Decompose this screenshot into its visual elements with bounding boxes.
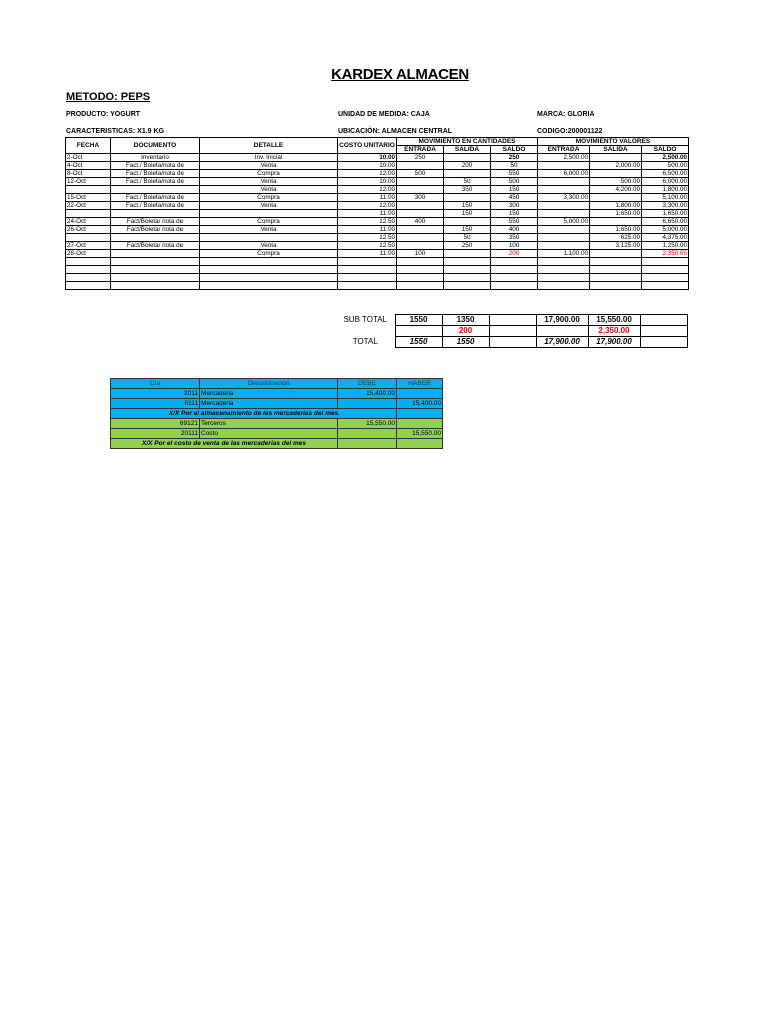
table-row [66,186,689,194]
kardex-table [65,137,689,290]
row-val-entrada: 3,300.00 [538,194,590,202]
row-cant-saldo: 200 [491,250,538,258]
row-val-saldo: 4,375.00 [642,234,689,242]
row-cant-saldo: 400 [491,226,538,234]
row-cant-saldo: 500 [491,178,538,186]
code-label: CODIGO:200001122 [537,128,603,135]
journal-note-empty [338,439,397,449]
table-row [66,194,689,202]
row-cant-entrada: 250 [397,154,444,162]
method-label: METODO: PEPS [66,91,151,103]
row-detalle: Venta [200,226,338,234]
saldo-empty-3 [536,326,588,337]
row-val-saldo: 6,650.00 [642,218,689,226]
row-detalle: Venta [200,242,338,250]
row-cant-salida: 150 [444,226,491,234]
row-cant-saldo: 150 [491,210,538,218]
brand-label: MARCA: GLORIA [537,111,595,118]
total-cant-entrada: 1550 [395,337,442,348]
row-val-entrada: 6,000.00 [538,170,590,178]
row-val-entrada [538,274,590,282]
journal-haber: 15,400.00 [397,399,443,409]
blank-cell [336,326,395,337]
header-fecha: FECHA [66,138,111,154]
total-cant-salida: 1550 [442,337,489,348]
row-costo-unitario: 11.00 [338,250,397,258]
subtotal-val-entrada: 17,900.00 [536,315,588,326]
row-cant-salida: 200 [444,162,491,170]
journal-denominacion: Mercaderia [200,399,338,409]
table-row [66,218,689,226]
unit-label: UNIDAD DE MEDIDA: CAJA [338,111,430,118]
row-cant-saldo: 100 [491,242,538,250]
saldo-cantidad: 200 [442,326,489,337]
row-cant-salida: 350 [444,186,491,194]
total-empty-2 [640,337,687,348]
journal-debe: 15,400.00 [338,389,397,399]
row-cant-salida: 50 [444,234,491,242]
row-detalle: Inv. Inicial [200,154,338,162]
row-val-entrada [538,258,590,266]
table-row [66,274,689,282]
row-detalle [200,282,338,290]
journal-table [110,378,443,449]
table-row [66,202,689,210]
row-val-saldo [642,258,689,266]
row-documento [111,274,200,282]
saldo-empty [395,326,442,337]
journal-header-haber: HABER [397,379,443,389]
header-val-entrada: ENTRADA [538,146,590,154]
row-documento: Fact./ Boleta/nota de [111,170,200,178]
row-cant-saldo [491,274,538,282]
journal-header-denominacion: Denominacion [200,379,338,389]
row-val-salida: 3,125.00 [590,242,642,250]
row-val-salida: 4,200.00 [590,186,642,194]
row-detalle: Compra [200,218,338,226]
journal-note-empty [397,439,443,449]
row-val-saldo: 2,500.00 [642,154,689,162]
row-val-saldo: 5,100.00 [642,194,689,202]
row-val-saldo: 1,650.00 [642,210,689,218]
header-mov-cantidades: MOVIMIENTO EN CANTIDADES [397,138,538,146]
row-val-salida: 1,650.00 [590,226,642,234]
row-cant-entrada [397,210,444,218]
table-row [66,282,689,290]
journal-debe [338,399,397,409]
row-costo-unitario: 10.00 [338,162,397,170]
row-costo-unitario: 12.00 [338,170,397,178]
row-documento: Fact./ Boleta/nota de [111,194,200,202]
row-val-saldo [642,266,689,274]
row-cant-entrada [397,202,444,210]
row-documento [111,250,200,258]
row-costo-unitario [338,274,397,282]
journal-debe [338,429,397,439]
row-detalle: Venta [200,178,338,186]
row-costo-unitario: 10.00 [338,154,397,162]
row-cant-entrada: 100 [397,250,444,258]
row-costo-unitario [338,282,397,290]
row-cant-saldo: 550 [491,170,538,178]
table-row [66,154,689,162]
row-val-entrada: 1,100.00 [538,250,590,258]
table-row [66,162,689,170]
journal-cta: 20111 [111,429,200,439]
row-costo-unitario [338,258,397,266]
row-documento: Fact/Boleta/ nota de [111,242,200,250]
row-val-saldo: 1,800.00 [642,186,689,194]
row-val-saldo [642,274,689,282]
row-val-salida: 1,650.00 [590,210,642,218]
row-cant-saldo: 300 [491,202,538,210]
row-cant-entrada [397,226,444,234]
row-fecha [66,282,111,290]
row-cant-saldo [491,258,538,266]
row-val-salida [590,218,642,226]
journal-note-1: X/X Por el almacenamiento de las mercaderias del mes [111,409,397,419]
journal-cta: 2011 [111,389,200,399]
saldo-empty-2 [489,326,536,337]
row-detalle: Venta [200,202,338,210]
journal-note-empty [397,409,443,419]
row-detalle [200,234,338,242]
row-costo-unitario: 12.50 [338,234,397,242]
journal-denominacion: Costo [200,429,338,439]
row-detalle [200,258,338,266]
location-label: UBICACIÓN: ALMACEN CENTRAL [338,128,453,135]
row-cant-salida: 150 [444,210,491,218]
row-fecha [66,210,111,218]
product-label: PRODUCTO: YOGURT [66,111,141,118]
row-detalle: Compra [200,170,338,178]
row-costo-unitario: 11.00 [338,210,397,218]
header-val-saldo: SALDO [642,146,689,154]
row-documento: Fact/Boleta/ nota de [111,226,200,234]
row-cant-saldo: 50 [491,162,538,170]
journal-header-debe: DEBE [338,379,397,389]
row-documento [111,266,200,274]
row-cant-salida [444,266,491,274]
row-val-saldo: 1,250.00 [642,242,689,250]
row-cant-salida [444,154,491,162]
row-costo-unitario: 10.00 [338,178,397,186]
row-fecha: 15-Oct [66,194,111,202]
page-title: KARDEX ALMACEN [331,66,469,83]
total-val-salida: 17,900.00 [588,337,640,348]
row-val-salida [590,250,642,258]
saldo-valor: 2,350.00 [588,326,640,337]
row-documento [111,258,200,266]
journal-haber [397,419,443,429]
row-val-entrada [538,226,590,234]
row-detalle: Venta [200,186,338,194]
subtotal-empty [489,315,536,326]
row-cant-entrada: 300 [397,194,444,202]
row-costo-unitario: 12.50 [338,218,397,226]
subtotal-label: SUB TOTAL [343,315,388,324]
row-documento [111,234,200,242]
row-cant-saldo: 150 [491,186,538,194]
row-fecha [66,274,111,282]
row-cant-entrada: 400 [397,218,444,226]
journal-cta: 69121 [111,419,200,429]
row-fecha: 2-Oct [66,154,111,162]
row-val-saldo: 5,000.00 [642,226,689,234]
row-val-salida: 2,000.00 [590,162,642,170]
row-costo-unitario: 12.50 [338,242,397,250]
journal-haber: 15,550.00 [397,429,443,439]
subtotal-cant-entrada: 1550 [395,315,442,326]
row-cant-saldo: 250 [491,154,538,162]
row-val-salida [590,194,642,202]
row-cant-salida [444,274,491,282]
row-val-salida [590,282,642,290]
saldo-empty-4 [640,326,687,337]
table-row [66,234,689,242]
subtotal-empty-2 [640,315,687,326]
row-fecha: 8-Oct [66,170,111,178]
total-empty [489,337,536,348]
row-fecha [66,186,111,194]
row-val-saldo: 6,000.00 [642,178,689,186]
row-val-entrada [538,210,590,218]
journal-debe: 15,550.00 [338,419,397,429]
table-row [66,250,689,258]
row-detalle [200,274,338,282]
row-detalle [200,210,338,218]
row-documento [111,210,200,218]
journal-denominacion: Terceros [200,419,338,429]
table-row [66,210,689,218]
row-documento: Fact/Boleta/ nota de [111,218,200,226]
header-mov-valores: MOVIMIENTO VALORES [538,138,689,146]
row-val-entrada [538,234,590,242]
table-row [66,242,689,250]
totals-table [336,314,688,348]
row-costo-unitario: 11.00 [338,226,397,234]
row-documento [111,186,200,194]
row-cant-salida [444,218,491,226]
row-cant-saldo [491,282,538,290]
row-cant-entrada: 500 [397,170,444,178]
row-val-saldo: 2,350.00 [642,250,689,258]
row-cant-entrada [397,186,444,194]
journal-denominacion: Mercaderia [200,389,338,399]
row-fecha: 26-Oct [66,226,111,234]
row-val-entrada: 5,000.00 [538,218,590,226]
subtotal-val-salida: 15,550.00 [588,315,640,326]
row-cant-entrada [397,234,444,242]
row-val-salida [590,258,642,266]
table-row [66,170,689,178]
row-documento: Fact./ Boleta/nota de [111,202,200,210]
header-cant-salida: SALIDA [444,146,491,154]
row-costo-unitario: 11.00 [338,194,397,202]
row-cant-entrada [397,274,444,282]
row-fecha: 4-Oct [66,162,111,170]
row-cant-salida [444,250,491,258]
row-val-saldo: 6,500.00 [642,170,689,178]
journal-header-cta: Cta [111,379,200,389]
row-val-salida: 1,800.00 [590,202,642,210]
row-cant-entrada [397,242,444,250]
row-documento [111,282,200,290]
row-cant-saldo: 450 [491,194,538,202]
row-fecha: 24-Oct [66,218,111,226]
row-cant-saldo: 550 [491,218,538,226]
characteristics-label: CARACTERISTICAS: X1.9 KG [66,128,165,135]
table-row [66,266,689,274]
row-fecha [66,266,111,274]
row-val-entrada [538,282,590,290]
header-documento: DOCUMENTO [111,138,200,154]
row-detalle: Compra [200,194,338,202]
row-cant-salida [444,170,491,178]
header-costo-unitario: COSTO UNITARIO [338,138,397,154]
row-cant-salida: 250 [444,242,491,250]
row-val-salida [590,266,642,274]
row-costo-unitario: 12.00 [338,186,397,194]
row-detalle: Venta [200,162,338,170]
table-row [66,226,689,234]
row-val-entrada [538,186,590,194]
row-fecha [66,258,111,266]
row-fecha: 27-Oct [66,242,111,250]
header-detalle: DETALLE [200,138,338,154]
row-val-entrada [538,242,590,250]
total-val-entrada: 17,900.00 [536,337,588,348]
row-val-salida [590,170,642,178]
header-cant-entrada: ENTRADA [397,146,444,154]
row-val-saldo [642,282,689,290]
row-fecha: 28-Oct [66,250,111,258]
table-row [66,258,689,266]
row-cant-entrada [397,162,444,170]
row-cant-salida: 50 [444,178,491,186]
row-val-salida [590,154,642,162]
row-val-saldo: 3,300.00 [642,202,689,210]
journal-cta: 6111 [111,399,200,409]
row-val-entrada: 2,500.00 [538,154,590,162]
row-costo-unitario: 12.00 [338,202,397,210]
row-fecha [66,234,111,242]
header-cant-saldo: SALDO [491,146,538,154]
row-cant-salida: 150 [444,202,491,210]
journal-note-2: X/X Por el costo de venta de las mercaderias del mes [111,439,338,449]
row-detalle [200,266,338,274]
row-cant-entrada [397,282,444,290]
row-cant-saldo [491,266,538,274]
row-documento: Fact./ Boleta/nota de [111,178,200,186]
row-val-entrada [538,266,590,274]
total-label: TOTAL [352,337,378,346]
row-costo-unitario [338,266,397,274]
row-cant-saldo: 350 [491,234,538,242]
row-cant-salida [444,282,491,290]
row-val-entrada [538,178,590,186]
row-val-salida: 500.00 [590,178,642,186]
row-val-salida: 625.00 [590,234,642,242]
row-documento: Inventario [111,154,200,162]
row-detalle: Compra [200,250,338,258]
row-cant-entrada [397,258,444,266]
subtotal-cant-salida: 1350 [442,315,489,326]
row-fecha: 12-Oct [66,178,111,186]
row-val-saldo: 500.00 [642,162,689,170]
table-row [66,178,689,186]
row-fecha: 22-Oct [66,202,111,210]
row-cant-entrada [397,178,444,186]
row-cant-salida [444,194,491,202]
row-val-salida [590,274,642,282]
row-documento: Fact./ Boleta/nota de [111,162,200,170]
row-val-entrada [538,162,590,170]
header-val-salida: SALIDA [590,146,642,154]
row-val-entrada [538,202,590,210]
row-cant-salida [444,258,491,266]
row-cant-entrada [397,266,444,274]
journal-haber [397,389,443,399]
